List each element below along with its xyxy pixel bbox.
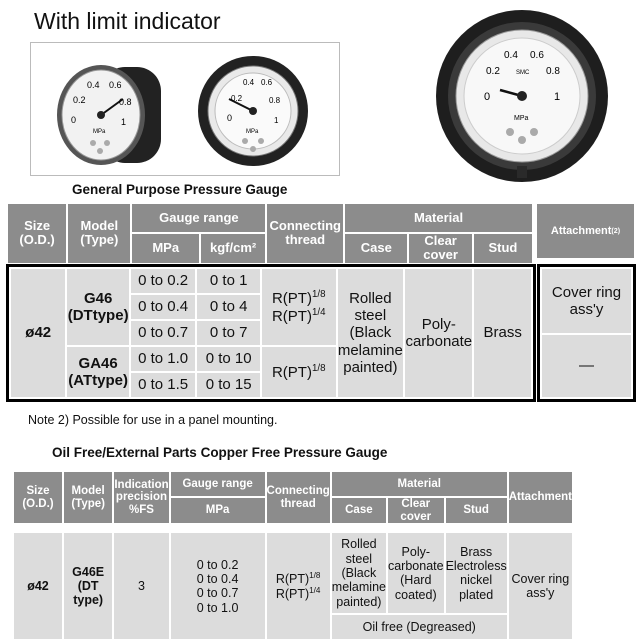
s2-row-thread-2: R(PT)	[275, 587, 310, 602]
gauge-photo-middle	[198, 56, 308, 166]
large-gauge-brand: SMC	[516, 70, 530, 76]
row-mpa-3: 0 to 0.7	[131, 321, 196, 345]
s2-row-attachment: Cover ring ass'y	[509, 533, 572, 639]
s2-header-gauge-range: Gauge range	[171, 472, 265, 496]
s2-row-thread-1: R(PT)	[275, 571, 310, 586]
page-title: With limit indicator	[34, 8, 221, 34]
middle-gauge-tick-4: 0.8	[269, 96, 281, 105]
large-gauge-unit: MPa	[514, 115, 529, 122]
large-gauge-tick-1: 0.2	[486, 66, 500, 77]
s2-row-mpa	[171, 533, 265, 639]
row-model-2-type: (ATtype)	[68, 372, 128, 389]
attachment-data-table	[540, 267, 633, 399]
row-kgf-5: 0 to 15	[197, 373, 260, 397]
row-kgf-2: 0 to 4	[197, 295, 260, 319]
large-gauge-tick-0: 0	[484, 91, 491, 103]
product-photo-box	[30, 42, 340, 176]
section1-note: Note 2) Possible for use in a panel mounting.	[28, 413, 278, 427]
row-kgf-4: 0 to 10	[197, 347, 260, 371]
row-thread-1b: R(PT)	[271, 308, 312, 325]
gauge-photo-large	[434, 8, 610, 184]
row-mpa-1: 0 to 0.2	[131, 269, 196, 293]
middle-gauge-tick-3: 0.6	[261, 78, 273, 87]
row-mpa-4: 0 to 1.0	[131, 347, 196, 371]
row-model-1-name: G46	[83, 289, 113, 307]
s2-row-model-type: (DT type)	[73, 579, 104, 608]
s2-row-oil-free: Oil free (Degreased)	[332, 615, 507, 639]
s2-row-mpa-2: 0 to 0.4	[196, 571, 239, 586]
row-kgf-3: 0 to 7	[197, 321, 260, 345]
header-material: Material	[345, 204, 532, 232]
s2-header-case: Case	[332, 498, 386, 523]
left-gauge-tick-0: 0	[71, 115, 77, 125]
header-stud: Stud	[474, 234, 532, 263]
header-attachment-cell	[537, 204, 634, 258]
header-size: Size (O.D.)	[8, 204, 66, 263]
large-gauge-tick-3: 0.6	[530, 50, 544, 61]
header-attachment-note: (2)	[611, 227, 621, 235]
middle-gauge-tick-0: 0	[227, 113, 233, 123]
s2-row-mpa-1: 0 to 0.2	[196, 557, 239, 572]
row-thread-2-exp: 1/8	[311, 362, 326, 374]
row-thread-2-text: R(PT)	[271, 363, 312, 381]
left-gauge-unit: MPa	[93, 129, 106, 135]
product-photo-gauges	[31, 43, 339, 175]
row-thread-1a: R(PT)	[271, 289, 312, 307]
s2-row-thread	[267, 533, 330, 639]
header-attachment: Attachment	[550, 225, 612, 237]
section2-table	[12, 470, 574, 641]
s2-row-model	[64, 533, 112, 639]
row-thread-2	[262, 347, 336, 397]
s2-row-thread-2-exp: 1/4	[309, 586, 321, 596]
row-mpa-2: 0 to 0.4	[131, 295, 196, 319]
middle-gauge-unit: MPa	[246, 129, 259, 135]
row-case: Rolled steel (Black melamine painted)	[338, 269, 404, 397]
s2-header-attachment: Attachment	[509, 472, 572, 523]
s2-row-clear-cover: Poly- carbonate (Hard coated)	[388, 533, 444, 613]
header-case: Case	[345, 234, 407, 263]
row-attachment-1: Cover ring ass'y	[542, 269, 631, 333]
section1-header-table	[6, 202, 534, 265]
row-model-1-type: (DTtype)	[67, 307, 129, 324]
row-stud: Brass	[474, 269, 531, 397]
large-gauge-tick-5: 1	[554, 91, 561, 103]
gauge-photo-left	[57, 65, 161, 165]
s2-header-precision: Indication precision %FS	[114, 472, 168, 523]
row-thread-1a-exp: 1/8	[311, 288, 326, 300]
attachment-data-frame	[537, 264, 636, 402]
row-thread-1	[262, 269, 336, 345]
large-gauge-tick-4: 0.8	[546, 66, 560, 77]
s2-row-precision: 3	[114, 533, 168, 639]
left-gauge-tick-2: 0.4	[87, 80, 100, 90]
left-gauge-tick-5: 1	[121, 117, 127, 127]
row-kgf-1: 0 to 1	[197, 269, 260, 293]
section1-data-frame	[6, 264, 536, 402]
header-model: Model (Type)	[68, 204, 130, 263]
row-clear-cover: Poly- carbonate	[405, 269, 472, 397]
s2-row-mpa-3: 0 to 0.7	[196, 586, 239, 601]
left-gauge-tick-4: 0.8	[119, 97, 132, 107]
row-model-2-name: GA46	[78, 354, 118, 372]
left-gauge-tick-1: 0.2	[73, 95, 86, 105]
header-mpa: MPa	[132, 234, 198, 263]
row-attachment-2: —	[542, 335, 631, 397]
s2-header-clear-cover: Clear cover	[388, 498, 444, 523]
s2-header-stud: Stud	[446, 498, 507, 523]
header-connecting-thread: Connecting thread	[267, 204, 343, 263]
middle-gauge-tick-1: 0.2	[231, 94, 243, 103]
row-model-1	[67, 269, 128, 345]
s2-header-mpa: MPa	[171, 498, 265, 523]
s2-header-connecting-thread: Connecting thread	[267, 472, 330, 523]
s2-header-model: Model (Type)	[64, 472, 112, 523]
row-size: ø42	[11, 269, 65, 397]
left-gauge-tick-3: 0.6	[109, 80, 122, 90]
s2-header-material: Material	[332, 472, 507, 496]
s2-row-stud: Brass Electroless nickel plated	[446, 533, 507, 613]
header-kgf: kgf/cm²	[201, 234, 265, 263]
header-gauge-range: Gauge range	[132, 204, 265, 232]
s2-row-size: ø42	[14, 533, 62, 639]
section2-title: Oil Free/External Parts Copper Free Pressure Gauge	[52, 445, 388, 460]
row-thread-1b-exp: 1/4	[311, 307, 326, 318]
row-model-2	[67, 347, 128, 397]
middle-gauge-tick-5: 1	[274, 116, 279, 125]
header-clear-cover: Clear cover	[409, 234, 471, 263]
s2-row-mpa-4: 0 to 1.0	[196, 600, 239, 615]
s2-header-size: Size (O.D.)	[14, 472, 62, 523]
middle-gauge-tick-2: 0.4	[243, 78, 255, 87]
s2-row-model-name: G46E	[72, 564, 105, 579]
s2-row-case: Rolled steel (Black melamine painted)	[332, 533, 386, 613]
large-gauge-tick-2: 0.4	[504, 50, 518, 61]
section1-data-table	[9, 267, 533, 399]
row-mpa-5: 0 to 1.5	[131, 373, 196, 397]
section1-title: General Purpose Pressure Gauge	[72, 182, 288, 197]
s2-row-thread-1-exp: 1/8	[309, 570, 321, 580]
